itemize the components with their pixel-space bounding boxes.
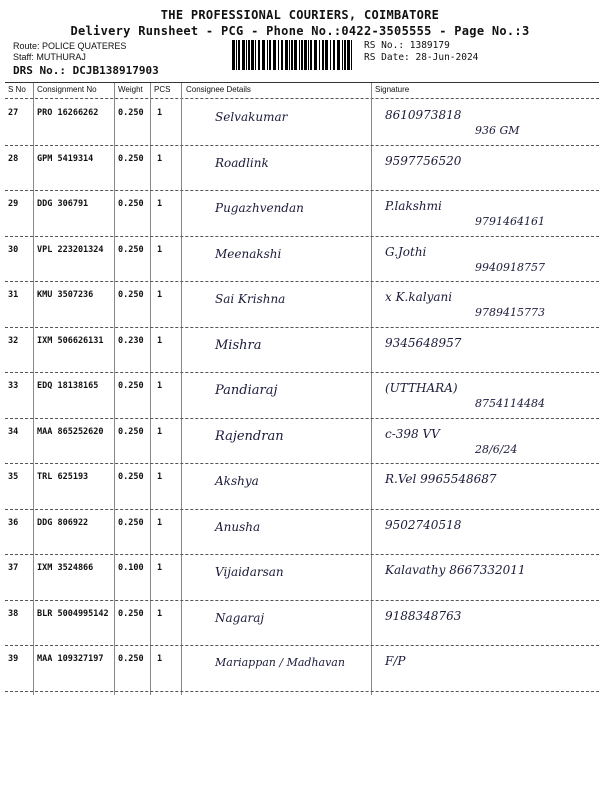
col-consignee: Consignee Details <box>186 85 251 94</box>
row-consignment-no: MAA 865252620 <box>37 426 104 437</box>
row-pcs: 1 <box>157 381 163 391</box>
consignee-name-handwritten: Pandiaraj <box>215 383 278 398</box>
rs-date: RS Date: 28-Jun-2024 <box>364 52 479 63</box>
row-weight: 0.250 <box>118 654 144 664</box>
row-weight: 0.250 <box>118 517 144 528</box>
row-pcs: 1 <box>157 517 163 528</box>
row-pcs: 1 <box>157 426 163 437</box>
consignee-name-handwritten: Mishra <box>215 337 262 353</box>
row-sno: 32 <box>8 335 19 346</box>
row-sno: 34 <box>8 426 19 437</box>
row-pcs: 1 <box>157 244 163 255</box>
row-consignment-no: GPM 5419314 <box>37 153 94 164</box>
signature-note-handwritten: 9940918757 <box>475 260 545 274</box>
row-pcs: 1 <box>157 290 163 300</box>
route-label: Route: POLICE QUATERES <box>13 41 127 51</box>
table-row <box>5 646 599 692</box>
row-consignment-no: BLR 5004995142 <box>37 608 109 619</box>
signature-note-handwritten: 8754114484 <box>475 397 545 410</box>
document-title: THE PROFESSIONAL COURIERS, COIMBATORE <box>160 8 440 22</box>
row-sno: 30 <box>8 244 19 255</box>
row-consignment-no: EDQ 18138165 <box>37 381 99 391</box>
table-row <box>5 464 599 510</box>
route-staff-block <box>13 41 126 63</box>
signature-handwritten: 9345648957 <box>385 335 462 350</box>
table-row <box>5 419 599 465</box>
table-row <box>5 328 599 374</box>
row-weight: 0.250 <box>118 199 144 209</box>
row-pcs: 1 <box>157 199 163 209</box>
row-pcs: 1 <box>157 654 163 664</box>
row-pcs: 1 <box>157 563 163 573</box>
row-consignment-no: DDG 806922 <box>37 517 89 528</box>
table-row <box>5 373 599 419</box>
drs-number: DRS No.: DCJB138917903 <box>13 64 159 77</box>
signature-handwritten: F/P <box>385 654 406 668</box>
row-consignment-no: IXM 3524866 <box>37 563 94 573</box>
consignee-name-handwritten: Rajendran <box>215 428 284 444</box>
row-pcs: 1 <box>157 472 163 482</box>
signature-handwritten: 8610973818 <box>385 108 462 122</box>
table-row <box>5 100 599 146</box>
consignee-name-handwritten: Meenakshi <box>215 246 282 261</box>
row-consignment-no: MAA 109327197 <box>37 654 104 664</box>
row-weight: 0.250 <box>118 153 144 164</box>
row-consignment-no: DDG 306791 <box>37 199 89 209</box>
col-sno: S No <box>8 85 26 94</box>
signature-handwritten: 9597756520 <box>385 153 462 168</box>
signature-note-handwritten: 9791464161 <box>475 215 545 228</box>
row-pcs: 1 <box>157 108 163 118</box>
row-weight: 0.250 <box>118 472 144 482</box>
signature-handwritten: c-398 VV <box>385 426 440 441</box>
signature-note-handwritten: 936 GM <box>475 124 520 137</box>
consignee-name-handwritten: Vijaidarsan <box>215 565 284 579</box>
row-sno: 33 <box>8 381 19 391</box>
col-weight: Weight <box>118 85 143 94</box>
staff-label: Staff: MUTHURAJ <box>13 52 86 62</box>
row-sno: 38 <box>8 608 19 619</box>
table-row <box>5 601 599 647</box>
rs-info-block <box>364 40 478 64</box>
rs-number: RS No.: 1389179 <box>364 40 450 51</box>
consignee-name-handwritten: Anusha <box>215 519 261 534</box>
row-consignment-no: IXM 506626131 <box>37 335 104 346</box>
row-weight: 0.250 <box>118 108 144 118</box>
col-consignment: Consignment No <box>37 85 97 94</box>
barcode-image <box>232 40 354 70</box>
signature-handwritten: Kalavathy 8667332011 <box>385 563 526 577</box>
row-consignment-no: TRL 625193 <box>37 472 89 482</box>
table-header <box>5 82 599 99</box>
row-weight: 0.230 <box>118 335 144 346</box>
row-pcs: 1 <box>157 335 163 346</box>
consignee-name-handwritten: Mariappan / Madhavan <box>215 656 345 669</box>
row-sno: 28 <box>8 153 19 164</box>
col-signature: Signature <box>375 85 410 94</box>
signature-handwritten: G.Jothi <box>385 244 427 259</box>
row-weight: 0.100 <box>118 563 144 573</box>
row-sno: 36 <box>8 517 19 528</box>
table-row <box>5 282 599 328</box>
row-pcs: 1 <box>157 153 163 164</box>
signature-handwritten: 9188348763 <box>385 608 462 623</box>
consignee-name-handwritten: Akshya <box>215 474 259 488</box>
row-consignment-no: KMU 3507236 <box>37 290 94 300</box>
row-sno: 37 <box>8 563 19 573</box>
consignee-name-handwritten: Pugazhvendan <box>215 201 304 215</box>
row-consignment-no: PRO 16266262 <box>37 108 99 118</box>
consignee-name-handwritten: Sai Krishna <box>215 292 286 306</box>
row-sno: 35 <box>8 472 19 482</box>
row-sno: 31 <box>8 290 19 300</box>
table-row <box>5 146 599 192</box>
document-subtitle: Delivery Runsheet - PCG - Phone No.:0422-3505555 - Page No.:3 <box>70 24 530 38</box>
table-row <box>5 510 599 556</box>
table-row <box>5 191 599 237</box>
signature-handwritten: R.Vel 9965548687 <box>385 472 497 486</box>
signature-handwritten: P.lakshmi <box>385 199 442 213</box>
table-row <box>5 237 599 283</box>
signature-note-handwritten: 28/6/24 <box>475 442 518 456</box>
row-consignment-no: VPL 223201324 <box>37 244 104 255</box>
signature-handwritten: x K.kalyani <box>385 290 453 304</box>
consignee-name-handwritten: Roadlink <box>215 155 269 170</box>
consignee-name-handwritten: Nagaraj <box>215 610 265 625</box>
row-weight: 0.250 <box>118 426 144 437</box>
consignee-name-handwritten: Selvakumar <box>215 110 288 124</box>
row-weight: 0.250 <box>118 244 144 255</box>
row-weight: 0.250 <box>118 608 144 619</box>
row-sno: 39 <box>8 654 19 664</box>
row-pcs: 1 <box>157 608 163 619</box>
row-weight: 0.250 <box>118 290 144 300</box>
table-row <box>5 555 599 601</box>
signature-note-handwritten: 9789415773 <box>475 306 545 319</box>
row-sno: 29 <box>8 199 19 209</box>
row-sno: 27 <box>8 108 19 118</box>
signature-handwritten: 9502740518 <box>385 517 462 532</box>
col-pcs: PCS <box>154 85 171 94</box>
signature-handwritten: (UTTHARA) <box>385 381 458 395</box>
row-weight: 0.250 <box>118 381 144 391</box>
